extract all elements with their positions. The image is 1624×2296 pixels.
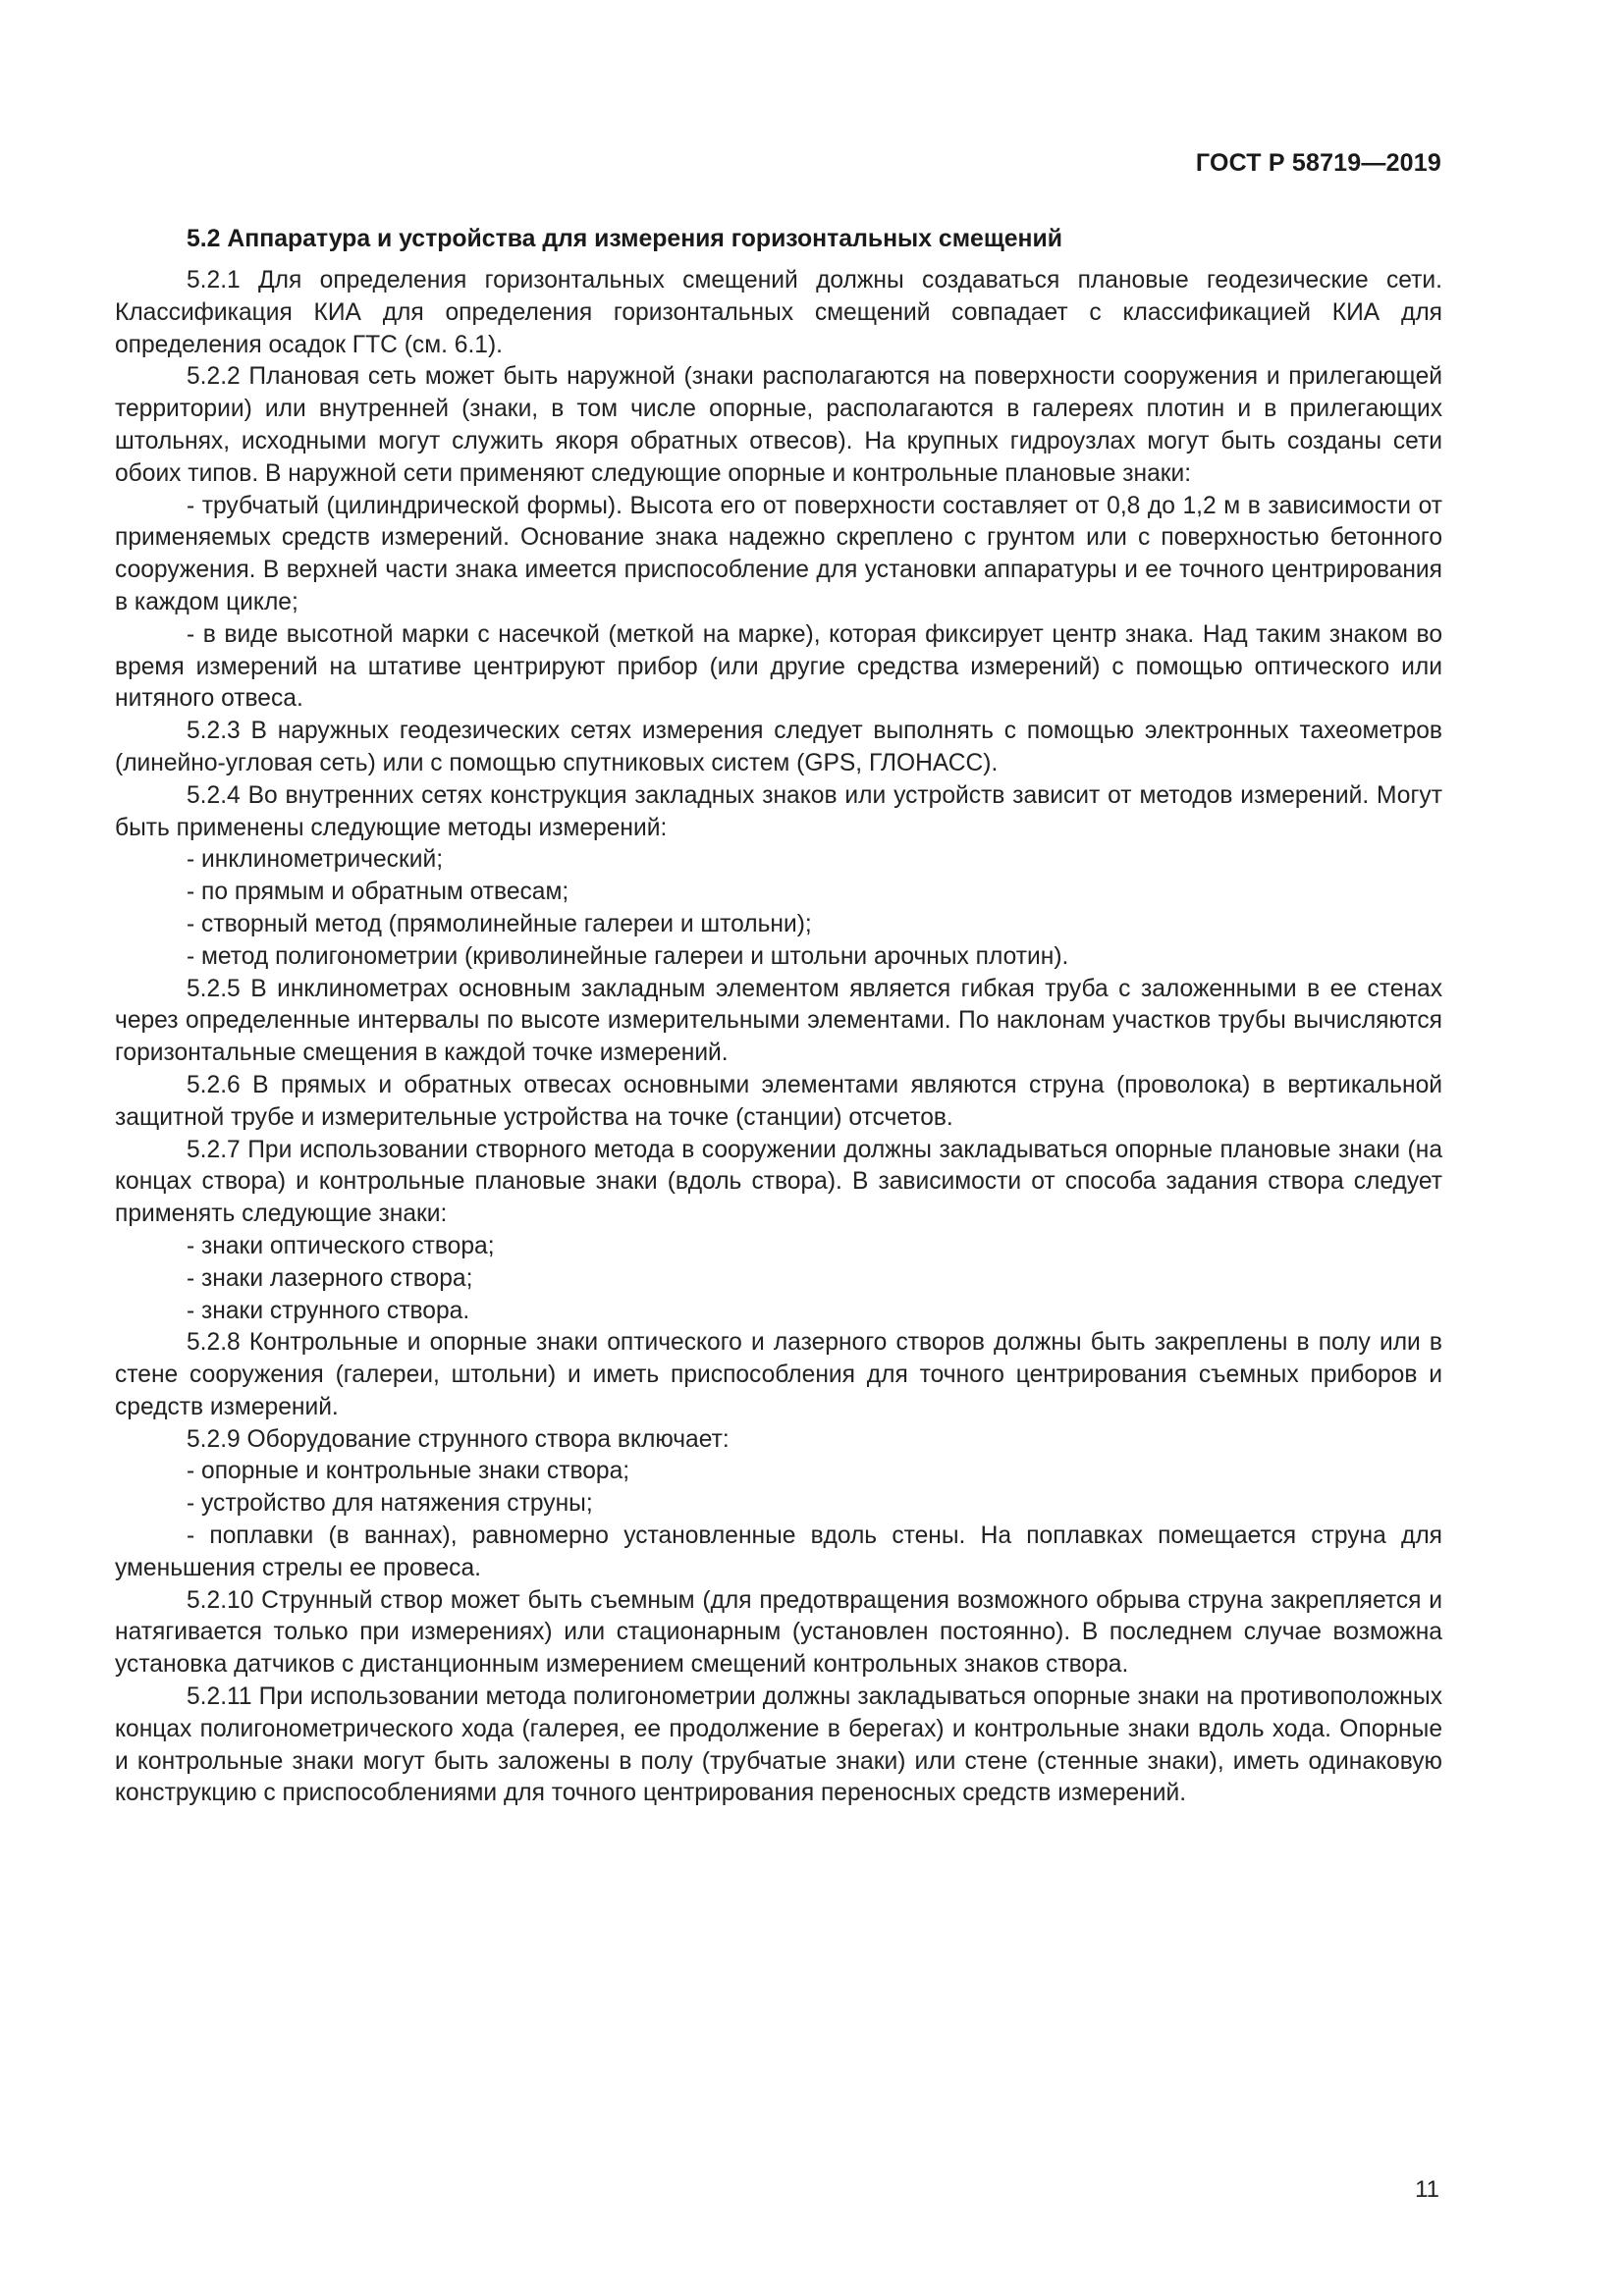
list-item: - метод полигонометрии (криволинейные галереи и штольни арочных плотин). (187, 942, 1069, 970)
list-item: - поплавки (в ваннах), равномерно установленные вдоль стены. На поплавках помещается струна для уменьшения стрелы ее провеса. (115, 1522, 1442, 1581)
document-code-header: ГОСТ Р 58719—2019 (1195, 149, 1441, 177)
list-item: - устройство для натяжения струны; (187, 1490, 593, 1518)
list-item: - створный метод (прямолинейные галереи и штольни); (187, 910, 812, 937)
paragraph-5-2-1: 5.2.1 Для определения горизонтальных смещений должны создаваться плановые геодезические сети. Классификация КИА для определения горизонтальных смещений совпадает с классификацией КИА для определения осадок ГТС (см. 6.1). (115, 267, 1442, 358)
paragraph-5-2-6: 5.2.6 В прямых и обратных отвесах основными элементами являются струна (проволока) в вертикальной защитной трубе и измерительные устройства на точке (станции) отсчетов. (115, 1071, 1442, 1131)
list-item: - опорные и контрольные знаки створа; (187, 1458, 630, 1485)
section-title: 5.2 Аппаратура и устройства для измерения горизонтальных смещений (187, 226, 1063, 252)
paragraph-5-2-5: 5.2.5 В инклинометрах основным закладным элементом является гибкая труба с заложенными в ее стенах через определенные интервалы по высоте измерительными элементами. По наклонам участков трубы вычисляются горизонтальные смещения в каждой точке измерений. (115, 975, 1442, 1067)
document-body (115, 224, 1442, 1810)
list-item: - инклинометрический; (187, 846, 444, 874)
paragraph-5-2-11: 5.2.11 При использовании метода полигонометрии должны закладываться опорные знаки на противоположных концах полигонометрического хода (галерея, ее продолжение в берегах) и контрольные знаки вдоль хода. Опорные и контрольные знаки могут быть заложены в полу (трубчатые знаки) или стене (стенные знаки), иметь одинаковую конструкцию с приспособлениями для точного центрирования переносных средств измерений. (115, 1683, 1442, 1807)
list-item: - в виде высотной марки с насечкой (меткой на марке), которая фиксирует центр знака. Над таким знаком во время измерений на штативе центрируют прибор (или другие средства измерений) с помощью оптического или нитяного отвеса. (115, 620, 1442, 713)
paragraph-5-2-7: 5.2.7 При использовании створного метода в сооружении должны закладываться опорные плановые знаки (на концах створа) и контрольные плановые знаки (вдоль створа). В зависимости от способа задания створа следует применять следующие знаки: (115, 1136, 1442, 1228)
list-item: - знаки лазерного створа; (187, 1264, 473, 1292)
paragraph-5-2-8: 5.2.8 Контрольные и опорные знаки оптического и лазерного створов должны быть закреплены в полу или в стене сооружения (галереи, штольни) и иметь приспособления для точного центрирования съемных приборов и средств измерений. (115, 1329, 1442, 1420)
paragraph-5-2-4: 5.2.4 Во внутренних сетях конструкция закладных знаков или устройств зависит от методов измерений. Могут быть применены следующие методы измерений: (115, 781, 1442, 841)
list-item: - трубчатый (цилиндрической формы). Высота его от поверхности составляет от 0,8 до 1,2 м в зависимости от применяемых средств измерений. Основание знака надежно скреплено с грунтом или с поверхностью бетонного сооружения. В верхней части знака имеется приспособление для установки аппаратуры и ее точного центрирования в каждом цикле; (115, 492, 1442, 615)
paragraph-5-2-10: 5.2.10 Струнный створ может быть съемным (для предотвращения возможного обрыва струна закрепляется и натягивается только при измерениях) или стационарным (установлен постоянно). В последнем случае возможна установка датчиков с дистанционным измерением смещений контрольных знаков створа. (115, 1586, 1442, 1679)
paragraph-5-2-2: 5.2.2 Плановая сеть может быть наружной (знаки располагаются на поверхности сооружения и прилегающей территории) или внутренней (знаки, в том числе опорные, располагаются в галереях плотин и в прилегающих штольнях, исходными могут служить якоря обратных отвесов). На крупных гидроузлах могут быть созданы сети обоих типов. В наружной сети применяют следующие опорные и контрольные плановые знаки: (115, 363, 1442, 487)
list-item: - знаки оптического створа; (187, 1232, 495, 1259)
page-number: 11 (1415, 2176, 1439, 2203)
list-item: - знаки струнного створа. (187, 1297, 470, 1324)
paragraph-5-2-3: 5.2.3 В наружных геодезических сетях измерения следует выполнять с помощью электронных тахеометров (линейно-угловая сеть) или с помощью спутниковых систем (GPS, ГЛОНАСС). (115, 718, 1442, 776)
list-item: - по прямым и обратным отвесам; (187, 879, 569, 906)
paragraph-5-2-9: 5.2.9 Оборудование струнного створа включает: (187, 1425, 730, 1453)
